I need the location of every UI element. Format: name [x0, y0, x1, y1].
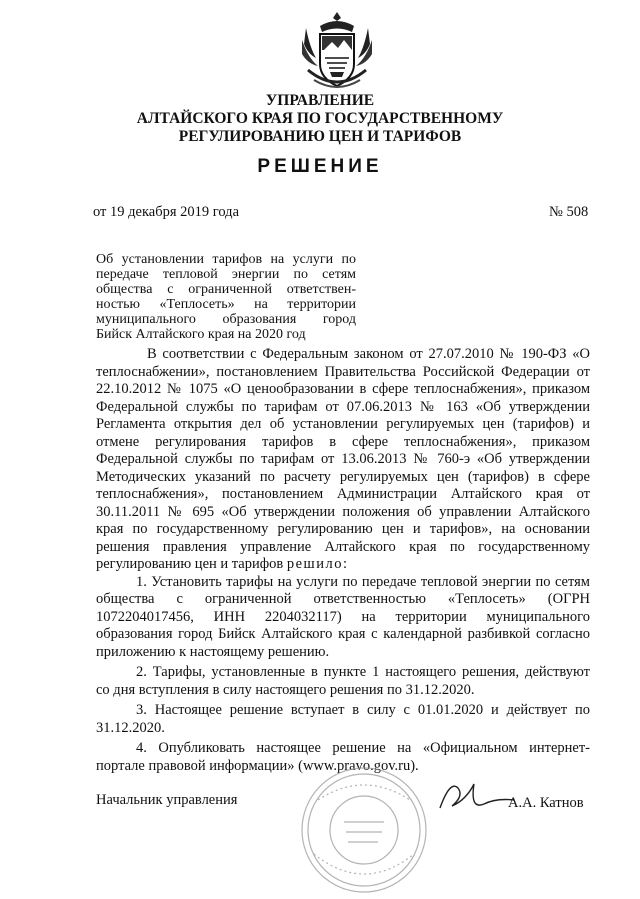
item-4-line: 4. Опубликовать настоящее решение на «Официальном интернет- — [136, 740, 590, 756]
resolved-word: решило — [286, 556, 343, 572]
signatory-name: А.А. Катнов — [508, 795, 584, 811]
preamble-last-text: регулированию цен и тарифов — [96, 556, 287, 572]
organization-name-line-3: РЕГУЛИРОВАНИЮ ЦЕН И ТАРИФОВ — [178, 128, 462, 145]
item-1-line: 1. Установить тарифы на услуги по передаче тепловой энергии по сетям — [136, 573, 590, 590]
body-line: 22.10.2012 № 1075 «О ценообразовании в сфере теплоснабжения», приказом — [96, 381, 590, 397]
body-line: В соответствии с Федеральным законом от 27.07.2010 № 190-ФЗ «О — [147, 346, 590, 362]
body-line: отмене регулирования тарифов в сфере теплоснабжения», приказом — [96, 433, 590, 450]
item-3-line: 31.12.2020. — [96, 719, 165, 736]
body-line: 30.11.2011 № 695 «Об утверждении положения об управлении Алтайского — [96, 503, 590, 520]
body-line: теплоснабжении», постановлением Правительства Российской Федерации от — [96, 363, 590, 380]
subject-line: общества с ограниченной ответствен- — [96, 282, 356, 297]
document-type-title: РЕШЕНИЕ — [257, 156, 383, 177]
item-4-line: портале правовой информации» (www.pravo.gov.ru). — [96, 757, 419, 774]
subject-line: ностью «Теплосеть» на территории — [96, 297, 356, 312]
subject-line: Бийск Алтайского края на 2020 год — [96, 327, 306, 342]
body-line: Регламента открытия дел об установлении регулируемых цен (тарифов) и — [96, 416, 590, 432]
official-stamp — [288, 760, 440, 896]
subject-line: Об установлении тарифов на услуги по — [96, 252, 356, 267]
item-2-line: 2. Тарифы, установленные в пункте 1 настоящего решения, действуют — [136, 664, 590, 680]
resolved-colon: : — [342, 556, 347, 572]
item-3-line: 3. Настоящее решение вступает в силу с 01.01.2020 и действует по — [136, 702, 590, 718]
body-line: теплоснабжения», постановлением Администрации Алтайского края от — [96, 486, 590, 502]
signatory-position: Начальник управления — [96, 792, 238, 808]
item-2-line: со дня вступления в силу настоящего решения по 31.12.2020. — [96, 681, 475, 698]
item-1-line: приложению к настоящему решению. — [96, 643, 330, 660]
document-body — [96, 346, 590, 775]
subject-line: передаче тепловой энергии по сетям — [96, 267, 356, 282]
document-date: от 19 декабря 2019 года — [93, 204, 239, 220]
coat-of-arms-emblem — [298, 10, 376, 92]
document-subject — [96, 252, 356, 342]
body-line: Федеральной службы по тарифам от 13.06.2013 № 760-э «Об утверждении — [96, 451, 590, 467]
body-line: решения правления управление Алтайского края по государственному — [96, 538, 590, 555]
organization-name-line-2: АЛТАЙСКОГО КРАЯ ПО ГОСУДАРСТВЕННОМУ — [136, 110, 504, 127]
item-1-line: общества с ограниченной ответственностью «Теплосеть» (ОГРН — [96, 591, 590, 607]
body-line: Федеральной службы по тарифам от 07.06.2013 № 163 «Об утверждении — [96, 398, 590, 415]
item-1-line: 1072204017456, ИНН 2204032117) на территории муниципального — [96, 608, 590, 625]
body-line: края по государственному регулированию цен и тарифов», на основании — [96, 521, 590, 537]
document-number: № 508 — [549, 204, 589, 220]
item-1-line: образования город Бийск Алтайского края с календарной разбивкой согласно — [96, 626, 590, 642]
subject-line: муниципального образования город — [96, 312, 356, 327]
organization-name-line-1: УПРАВЛЕНИЕ — [265, 92, 375, 109]
body-line: Методических указаний по расчету регулируемых цен (тарифов) в сфере — [96, 468, 590, 485]
body-line-resolution — [96, 556, 590, 574]
